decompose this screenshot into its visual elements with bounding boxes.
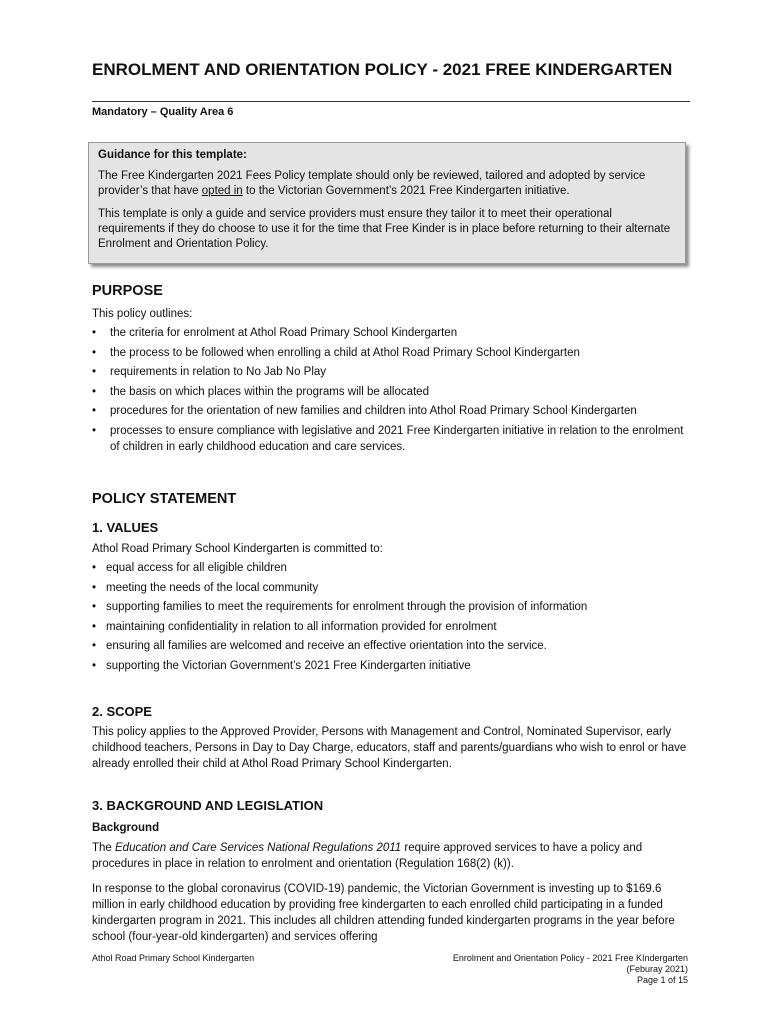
guidance-paragraph-2: This template is only a guide and service providers must ensure they tailor it to meet their operational requirements if they do choose to use it for the time that Free Kinder is in place before returning to their alternate Enrolment and Orientation Policy.: [98, 208, 671, 250]
list-item: • procedures for the orientation of new families and children into Athol Road Primary School Kindergarten: [92, 403, 692, 419]
title-divider: [92, 101, 690, 102]
list-item: • supporting families to meet the requirements for enrolment through the provision of information: [92, 599, 692, 615]
guidance-paragraph-1: [98, 169, 676, 199]
values-heading: 1. VALUES: [92, 520, 159, 535]
footer-document-info: [453, 953, 688, 986]
background-paragraph-1: [92, 840, 692, 872]
scope-text: This policy applies to the Approved Provider, Persons with Management and Control, Nominated Supervisor, early childhood teachers, Persons in Day to Day Charge, educators, staff and parents/guardians who wish to enrol or have already enrolled their child at Athol Road Primary School Kindergarten.: [92, 726, 687, 770]
list-item: • the process to be followed when enrolling a child at Athol Road Primary School Kindergarten: [92, 345, 692, 361]
purpose-intro: This policy outlines:: [92, 308, 193, 320]
footer-policy-name: Enrolment and Orientation Policy - 2021 Free KIndergarten: [452, 953, 688, 963]
guidance-box: [88, 142, 686, 264]
list-item: • meeting the needs of the local community: [92, 580, 692, 596]
values-intro: Athol Road Primary School Kindergarten is committed to:: [92, 543, 383, 555]
background-subheading: Background: [92, 822, 160, 834]
purpose-heading: PURPOSE: [92, 283, 163, 299]
policy-statement-heading: POLICY STATEMENT: [92, 491, 237, 507]
regulations-title: Education and Care Services National Regulations 2011: [115, 842, 402, 854]
list-item: • the basis on which places within the programs will be allocated: [92, 384, 692, 400]
list-item: • equal access for all eligible children: [92, 560, 692, 576]
list-item: • maintaining confidentiality in relation to all information provided for enrolment: [92, 619, 692, 635]
background-p1-start: The: [92, 842, 116, 854]
guidance-p1-end: to the Victorian Government’s 2021 Free Kindergarten initiative.: [242, 185, 570, 197]
list-item: • the criteria for enrolment at Athol Road Primary School Kindergarten: [92, 325, 692, 341]
list-item: • ensuring all families are welcomed and receive an effective orientation into the service.: [92, 638, 692, 654]
guidance-heading: Guidance for this template:: [98, 149, 247, 161]
list-item: • requirements in relation to No Jab No Play: [92, 364, 692, 380]
background-legislation-heading: 3. BACKGROUND AND LEGISLATION: [92, 798, 324, 813]
guidance-p1-start: The Free Kindergarten 2021 Fees Policy template should only be reviewed, tailored and adopted by service provider’s that have: [98, 170, 646, 197]
list-item: • supporting the Victorian Government’s 2021 Free Kindergarten initiative: [92, 658, 692, 674]
values-list: [92, 560, 692, 677]
footer-page-number: Page 1 of 15: [636, 975, 688, 985]
purpose-list: [92, 325, 692, 458]
footer-service-name: Athol Road Primary School Kindergarten: [92, 953, 255, 963]
guidance-p1-underlined: opted in: [201, 185, 243, 197]
footer-date: (Feburay 2021): [626, 964, 688, 974]
scope-heading: 2. SCOPE: [92, 704, 152, 719]
list-item: • processes to ensure compliance with legislative and 2021 Free Kindergarten initiative in relation to the enrolment of children in early childhood education and care services.: [92, 423, 692, 455]
background-paragraph-2: In response to the global coronavirus (COVID-19) pandemic, the Victorian Government is investing up to $169.6 million in early childhood education by providing free kindergarten to each enrolled child participating in a funded kindergarten program in 2021. This includes all children attending funded kindergarten programs in the year before school (four-year-old kindergarten) and services offering: [92, 883, 675, 943]
background-p1-end: require approved services to have a policy and procedures in place in relation to enrolment and orientation (Regulation 168(2) (k)).: [92, 842, 643, 870]
page-subtitle: Mandatory – Quality Area 6: [92, 106, 234, 118]
page-title: ENROLMENT AND ORIENTATION POLICY - 2021 FREE KINDERGARTEN: [92, 60, 673, 79]
